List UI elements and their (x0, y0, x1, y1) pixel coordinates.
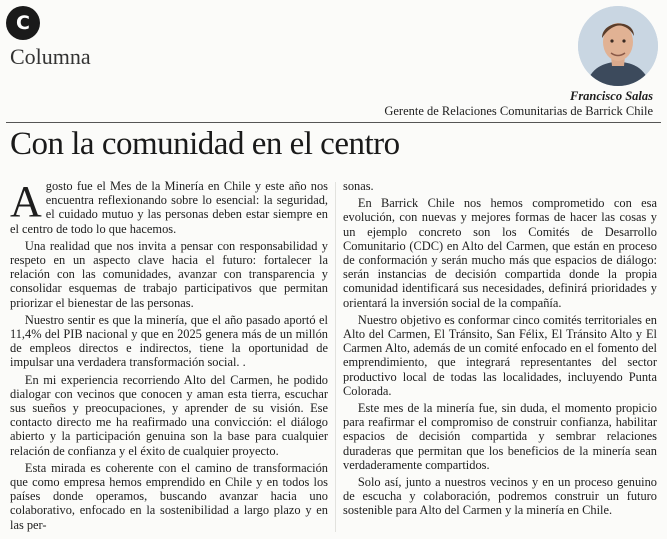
article-paragraph: Este mes de la minería fue, sin duda, el momento propicio para reafirmar el compromiso de construir confianza, habilitar espacios de decisión compartida y sembrar relaciones duraderas que permitan que los beneficios de la minería sean verdaderamente compartidos. (343, 401, 657, 472)
article-column-right (343, 179, 657, 521)
author-name: Francisco Salas (569, 89, 653, 103)
article-paragraph: sonas. (343, 179, 374, 193)
article-paragraph: En mi experiencia recorriendo Alto del Carmen, he podido dialogar con vecinos que conocen y aman esta tierra, escuchar sus sueños y preocupaciones, y aprender de su visión. Ese contacto directo me ha reafirmado una convicción: el diálogo abierto y la participación genuina son la base para cualquier relación de confianza y el éxito de cualquier proyecto. (10, 372, 328, 458)
article-paragraph: Nuestro sentir es que la minería, que el año pasado aportó el 11,4% del PIB nacional y que en 2025 genera más de un millón de empleos directos e indirectos, tiene la oportunidad de impulsar una verdadera transformación social. . (10, 312, 328, 370)
article-paragraph: Una realidad que nos invita a pensar con responsabilidad y respeto en un aspecto clave hacia el futuro: fortalecer la relación con las comunidades, avanzar con transparencia y consolidar esquemas de trabajo participativos que permitan priorizar el bienestar de las personas. (10, 238, 328, 310)
author-role: Gerente de Relaciones Comunitarias de Barrick Chile (384, 104, 653, 118)
drop-cap: A (10, 177, 42, 226)
header-divider (6, 122, 661, 123)
section-badge: C (6, 6, 40, 40)
article-paragraph: Solo así, junto a nuestros vecinos y en un proceso genuino de escucha y colaboración, podremos construir un futuro sostenible para Alto del Carmen y la minería en Chile. (343, 475, 657, 518)
author-avatar (578, 6, 658, 86)
article-paragraph: En Barrick Chile nos hemos comprometido con esa evolución, con nuevas y mejores formas de hacer las cosas y un ejemplo concreto son los Comités de Desarrollo Comunitario (CDC) en Alto del Carmen, que están en proceso de conformación y serán mucho más que espacios de diálogo: serán instancias de decisión compartida donde la propia comunidad identificará sus necesidades, definirá prioridades y orientará la inversión social de la compañía. (343, 196, 657, 310)
author-byline (384, 89, 653, 119)
article-paragraph: Agosto fue el Mes de la Minería en Chile y este año nos encuentra reflexionando sobre lo esencial: la seguridad, el cuidado mutuo y las personas deben estar siempre en el centro de todo lo que hacemos. (10, 177, 328, 236)
article-headline: Con la comunidad en el centro (10, 126, 400, 162)
article-paragraph: Esta mirada es coherente con el camino de transformación que como empresa hemos emprendido en Chile y en todos los países donde operamos, buscando avanzar hacia uno colaborativo, enfocado en la sostenibilidad a largo plazo y en las per- (10, 460, 328, 532)
column-divider (335, 182, 336, 532)
section-label: Columna (10, 44, 91, 69)
article-paragraph: Nuestro objetivo es conformar cinco comités territoriales en Alto del Carmen, El Tránsito, San Félix, El Tránsito Alto y El Carmen Alto, además de un comité enfocado en el fomento del emprendimiento, que integrará representantes del sector productivo local de todas las localidades, incluyendo Punta Colorada. (343, 312, 657, 398)
article-column-left (10, 179, 328, 535)
author-portrait-photo (578, 6, 658, 86)
